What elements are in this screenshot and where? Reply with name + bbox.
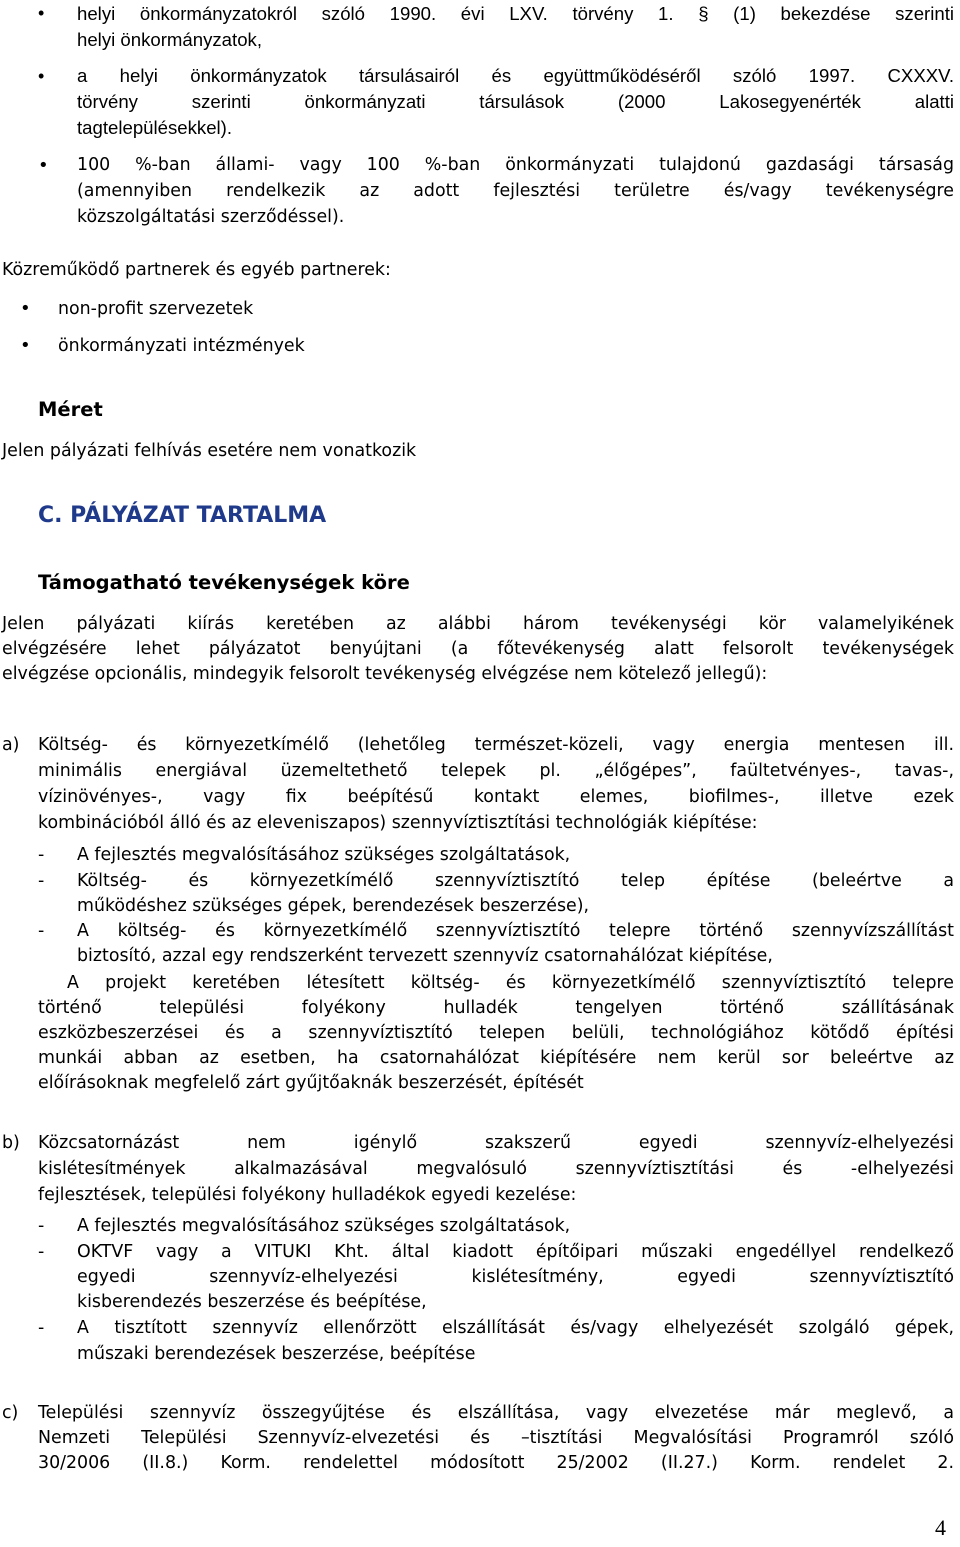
bullet-icon: • [38, 66, 45, 86]
note-line: munkái abban az esetben, ha csatornahálózat kiépítésére nem kerül sor beleértve az [38, 1048, 954, 1068]
dash-item-line: egyedi szennyvíz-elhelyezési kislétesítmény, egyedi szennyvíztisztító [77, 1267, 954, 1287]
dash-icon: - [38, 921, 45, 941]
dash-item-line: kisberendezés beszerzése és beépítése, [77, 1292, 427, 1312]
dash-icon: - [38, 1216, 45, 1236]
item-line: Költség- és környezetkímélő (lehetőleg természet-közeli, vagy energia mentesen ill. [38, 735, 954, 755]
item-line: kislétesítmények alkalmazásával megvalósuló szennyvíztisztítási és -elhelyezési [38, 1159, 954, 1179]
list-item-line: törvény szerinti önkormányzati társulások (2000 Lakosegyenérték alatti [77, 91, 954, 112]
item-line: Közcsatornázást nem igénylő szakszerű egyedi szennyvíz-elhelyezési [38, 1133, 954, 1153]
note-line: eszközbeszerzései és a szennyvíztisztító telepen belüli, technológiához kötődő építési [38, 1023, 954, 1043]
item-line: kombinációból álló és az eleveniszapos) szennyvíztisztítási technológiák kiépítése: [38, 813, 758, 833]
list-item-line: 100 %-ban állami- vagy 100 %-ban önkormányzati tulajdonú gazdasági társaság [77, 155, 954, 175]
dash-icon: - [38, 1318, 45, 1338]
bullet-icon: • [20, 335, 31, 356]
list-item-line: a helyi önkormányzatok társulásairól és együttműködéséről szóló 1997. CXXXV. [77, 65, 954, 86]
item-label: c) [2, 1403, 19, 1423]
dash-item-line: biztosító, azzal egy rendszerként tervezett szennyvíz csatornahálózat kiépítése, [77, 946, 773, 966]
note-line: A projekt keretében létesített költség- és környezetkímélő szennyvíztisztító telepre [67, 973, 954, 993]
bullet-icon: • [20, 298, 31, 319]
item-line: minimális energiával üzemeltethető telepek pl. „élőgépes”, faültetvényes-, tavas-, [38, 761, 954, 781]
list-item-line: (amennyiben rendelkezik az adott fejlesztési területre és/vagy tevékenységre [77, 181, 954, 201]
item-line: Települési szennyvíz összegyűjtése és elszállítása, vagy elvezetése már meglevő, a [38, 1403, 954, 1423]
item-label: b) [2, 1133, 20, 1153]
paragraph-line: elvégzésére lehet pályázatot benyújtani (a főtevékenység alatt felsorolt tevékenységek [2, 639, 954, 659]
bullet-icon: • [38, 3, 45, 23]
note-line: előírásoknak megfelelő zárt gyűjtőaknák beszerzését, építését [38, 1073, 584, 1093]
subsection-heading: Támogatható tevékenységek köre [38, 571, 410, 594]
paragraph-line: Jelen pályázati kiírás keretében az alábbi három tevékenységi kör valamelyikének [2, 614, 954, 634]
bullet-icon: • [38, 155, 49, 176]
meret-text: Jelen pályázati felhívás esetére nem vonatkozik [2, 441, 417, 461]
item-line: vízinövényes-, vagy fix beépítésű kontakt elemes, biofilmes-, illetve ezek [38, 787, 954, 807]
partner-item: önkormányzati intézmények [58, 336, 305, 356]
note-line: történő települési folyékony hulladék tengelyen történő szállításának [38, 998, 954, 1018]
list-item-line: közszolgáltatási szerződéssel). [77, 207, 345, 227]
dash-item-line: A költség- és környezetkímélő szennyvíztisztító telepre történő szennyvízszállítást [77, 921, 954, 941]
paragraph-line: elvégzése opcionális, mindegyik felsorolt tevékenység elvégzése nem kötelező jellegű): [2, 664, 768, 684]
dash-item-line: működéshez szükséges gépek, berendezések beszerzése), [77, 896, 590, 916]
dash-icon: - [38, 845, 45, 865]
dash-item-line: műszaki berendezések beszerzése, beépítése [77, 1344, 476, 1364]
partners-heading: Közreműködő partnerek és egyéb partnerek: [2, 260, 391, 280]
dash-item-line: A fejlesztés megvalósításához szükséges szolgáltatások, [77, 845, 571, 865]
item-line: fejlesztések, települési folyékony hulladékok egyedi kezelése: [38, 1185, 577, 1205]
dash-item-line: Költség- és környezetkímélő szennyvíztisztító telep építése (beleértve a [77, 871, 954, 891]
item-line: Nemzeti Települési Szennyvíz-elvezetési és –tisztítási Megvalósítási Programról szóló [38, 1428, 954, 1448]
list-item-line: helyi önkormányzatok, [77, 29, 262, 50]
item-line: 30/2006 (II.8.) Korm. rendelettel módosított 25/2002 (II.27.) Korm. rendelet 2. [38, 1453, 954, 1473]
dash-icon: - [38, 871, 45, 891]
meret-heading: Méret [38, 398, 103, 421]
dash-item-line: A fejlesztés megvalósításához szükséges szolgáltatások, [77, 1216, 571, 1236]
page-number: 4 [935, 1515, 946, 1540]
item-label: a) [2, 735, 20, 755]
list-item-line: helyi önkormányzatokról szóló 1990. évi LXV. törvény 1. § (1) bekezdése szerinti [77, 3, 954, 24]
dash-item-line: A tisztított szennyvíz ellenőrzött elszállítását és/vagy elhelyezését szolgáló gépek, [77, 1318, 954, 1338]
section-title: C. PÁLYÁZAT TARTALMA [38, 503, 327, 528]
dash-item-line: OKTVF vagy a VITUKI Kht. által kiadott építőipari műszaki engedéllyel rendelkező [77, 1242, 954, 1262]
list-item-line: tagtelepülésekkel). [77, 117, 233, 138]
dash-icon: - [38, 1242, 45, 1262]
partner-item: non-profit szervezetek [58, 299, 254, 319]
